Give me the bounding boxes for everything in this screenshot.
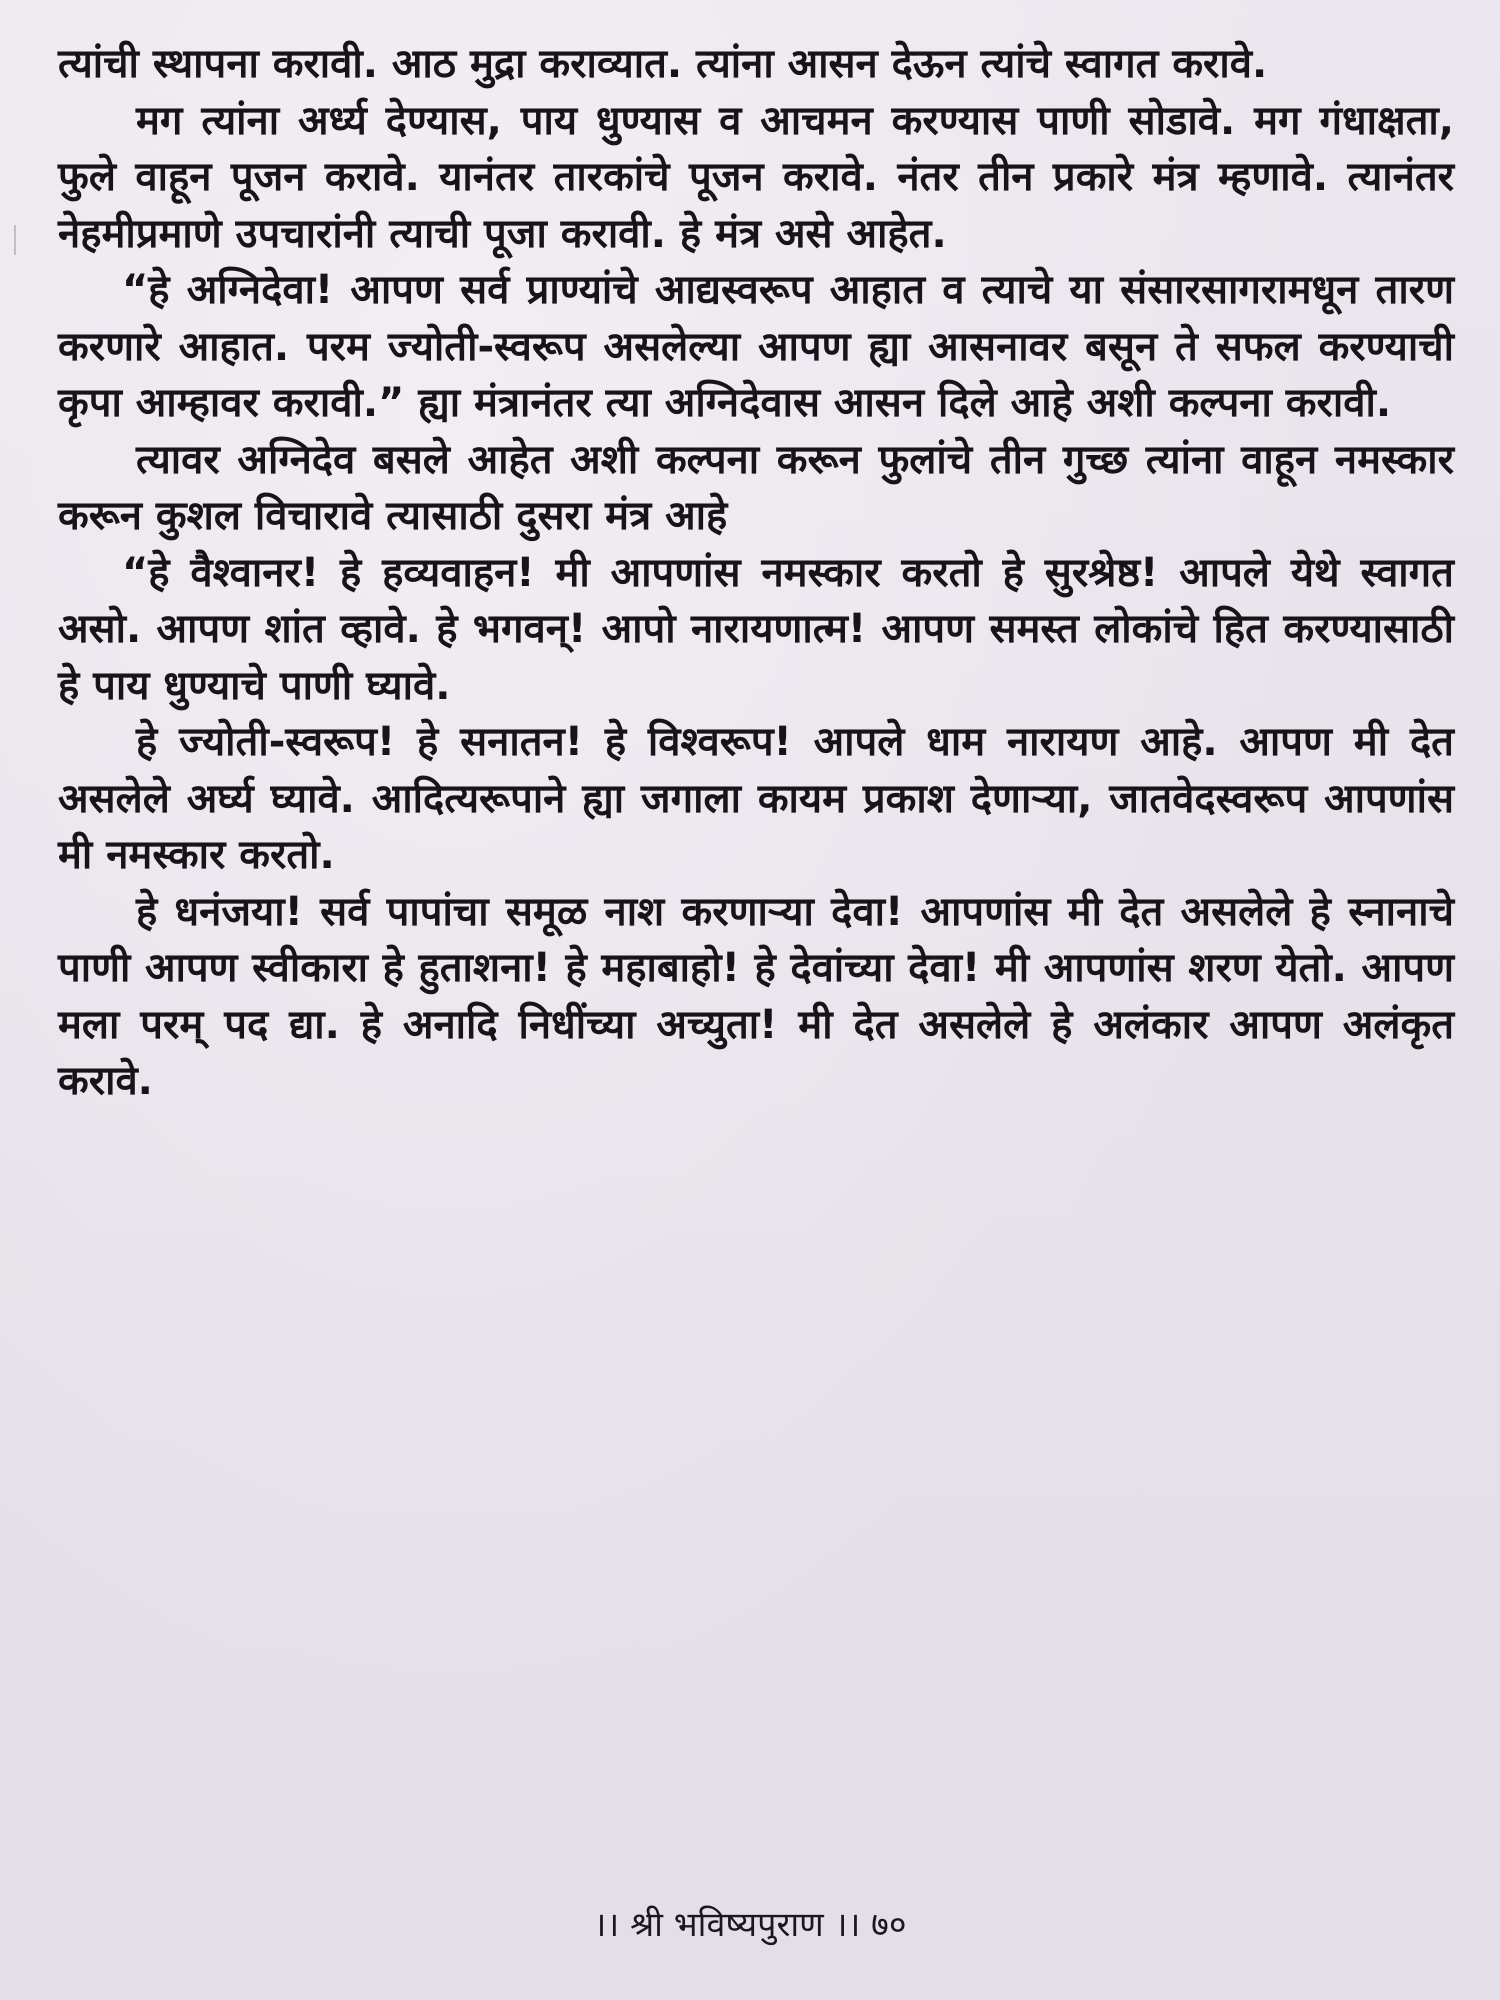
paragraph-second-mantra-intro: त्यावर अग्निदेव बसले आहेत अशी कल्पना करून फुलांचे तीन गुच्छ त्यांना वाहून नमस्कार करून कुशल विचारावे त्यासाठी दुसरा मंत्र आहे	[58, 436, 1454, 539]
page-text-body	[58, 36, 1454, 1110]
paragraph-ritual-instructions: मग त्यांना अर्ध्य देण्यास, पाय धुण्यास व आचमन करण्यास पाणी सोडावे. मग गंधाक्षता, फुले वाहून पूजन करावे. यानंतर तारकांचे पूजन करावे. नंतर तीन प्रकारे मंत्र म्हणावे. त्यानंतर नेहमीप्रमाणे उपचारांनी त्याची पूजा करावी. हे मंत्र असे आहेत.	[58, 97, 1454, 257]
margin-mark	[14, 225, 16, 255]
page-footer: ।। श्री भविष्यपुराण ।। ७०	[593, 1905, 907, 1945]
paragraph-agni-mantra-one: “हे अग्निदेवा! आपण सर्व प्राण्यांचे आद्यस्वरूप आहात व त्याचे या संसारसागरामधून तारण करणारे आहात. परम ज्योती-स्वरूप असलेल्या आपण ह्या आसनावर बसून ते सफल करण्याची कृपा आम्हावर करावी.” ह्या मंत्रानंतर त्या अग्निदेवास आसन दिले आहे अशी कल्पना करावी.	[58, 267, 1454, 426]
paragraph-jyoti-swarup: हे ज्योती-स्वरूप! हे सनातन! हे विश्वरूप! आपले धाम नारायण आहे. आपण मी देत असलेले अर्घ्य घ्यावे. आदित्यरूपाने ह्या जगाला कायम प्रकाश देणाऱ्या, जातवेदस्वरूप आपणांस मी नमस्कार करतो.	[58, 719, 1454, 878]
paragraph-vaishvanar-mantra: “हे वैश्वानर! हे हव्यवाहन! मी आपणांस नमस्कार करतो हे सुरश्रेष्ठ! आपले येथे स्वागत असो. आपण शांत व्हावे. हे भगवन्! आपो नारायणात्म! आपण समस्त लोकांचे हित करण्यासाठी हे पाय धुण्याचे पाणी घ्यावे.	[58, 549, 1454, 709]
paragraph-dhananjaya: हे धनंजया! सर्व पापांचा समूळ नाश करणाऱ्या देवा! आपणांस मी देत असलेले हे स्नानाचे पाणी आपण स्वीकारा हे हुताशना! हे महाबाहो! हे देवांच्या देवा! मी आपणांस शरण येतो. आपण मला परम् पद द्या. हे अनादि निधींच्या अच्युता! मी देत असलेले हे अलंकार आपण अलंकृत करावे.	[58, 888, 1454, 1104]
paragraph-continuation: त्यांची स्थापना करावी. आठ मुद्रा कराव्यात. त्यांना आसन देऊन त्यांचे स्वागत करावे.	[58, 41, 1268, 87]
